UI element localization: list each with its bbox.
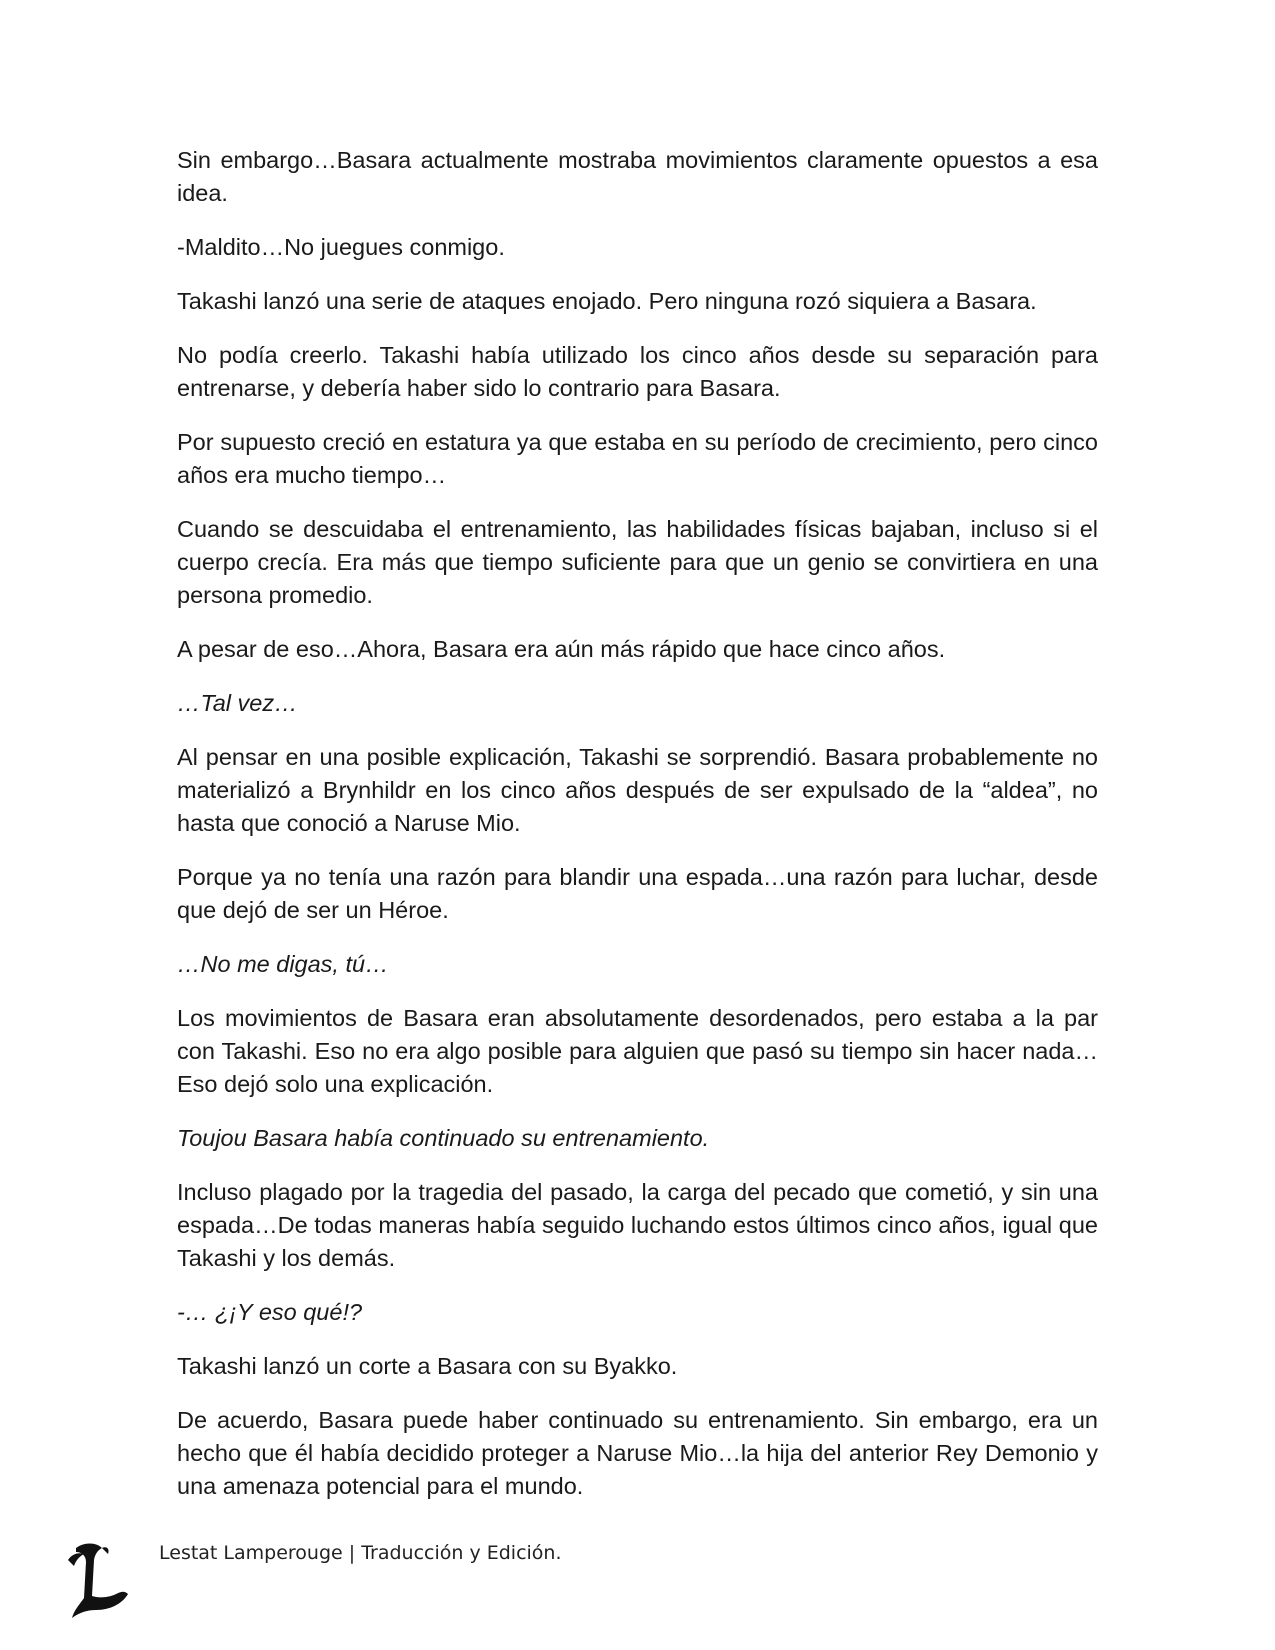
paragraph: No podía creerlo. Takashi había utilizado los cinco años desde su separación para entrenarse, y debería haber sido lo contrario para Basara.	[177, 342, 1098, 401]
gothic-l-logo-icon	[62, 1540, 132, 1620]
paragraph: De acuerdo, Basara puede haber continuado su entrenamiento. Sin embargo, era un hecho que él había decidido proteger a Naruse Mio…la hija del anterior Rey Demonio y una amenaza potencial para el mundo.	[177, 1407, 1098, 1499]
paragraph: Al pensar en una posible explicación, Takashi se sorprendió. Basara probablemente no materializó a Brynhildr en los cinco años después de ser expulsado de la “aldea”, no hasta que conoció a Naruse Mio.	[177, 744, 1098, 836]
paragraph: Los movimientos de Basara eran absolutamente desordenados, pero estaba a la par con Takashi. Eso no era algo posible para alguien que pasó su tiempo sin hacer nada…Eso dejó solo una explicación.	[177, 1005, 1098, 1097]
body-text	[177, 144, 1098, 1524]
paragraph: A pesar de eso…Ahora, Basara era aún más rápido que hace cinco años.	[177, 636, 946, 662]
paragraph: Por supuesto creció en estatura ya que estaba en su período de crecimiento, pero cinco años era mucho tiempo…	[177, 429, 1098, 488]
page-footer	[62, 1540, 762, 1620]
paragraph: Incluso plagado por la tragedia del pasado, la carga del pecado que cometió, y sin una espada…De todas maneras había seguido luchando estos últimos cinco años, igual que Takashi y los demás.	[177, 1179, 1098, 1271]
translator-credit: Lestat Lamperouge | Traducción y Edición.	[159, 1542, 562, 1564]
paragraph: …Tal vez…	[177, 690, 298, 716]
paragraph: Sin embargo…Basara actualmente mostraba movimientos claramente opuestos a esa idea.	[177, 147, 1098, 206]
paragraph: -… ¿¡Y eso qué!?	[177, 1299, 363, 1325]
paragraph: Cuando se descuidaba el entrenamiento, las habilidades físicas bajaban, incluso si el cuerpo crecía. Era más que tiempo suficiente para que un genio se convirtiera en una persona promedio.	[177, 516, 1098, 608]
paragraph: Takashi lanzó un corte a Basara con su Byakko.	[177, 1353, 678, 1379]
paragraph: Porque ya no tenía una razón para blandir una espada…una razón para luchar, desde que dejó de ser un Héroe.	[177, 864, 1098, 923]
paragraph: Toujou Basara había continuado su entrenamiento.	[177, 1125, 710, 1151]
paragraph: Takashi lanzó una serie de ataques enojado. Pero ninguna rozó siquiera a Basara.	[177, 288, 1037, 314]
paragraph: -Maldito…No juegues conmigo.	[177, 234, 505, 260]
paragraph: …No me digas, tú…	[177, 951, 389, 977]
